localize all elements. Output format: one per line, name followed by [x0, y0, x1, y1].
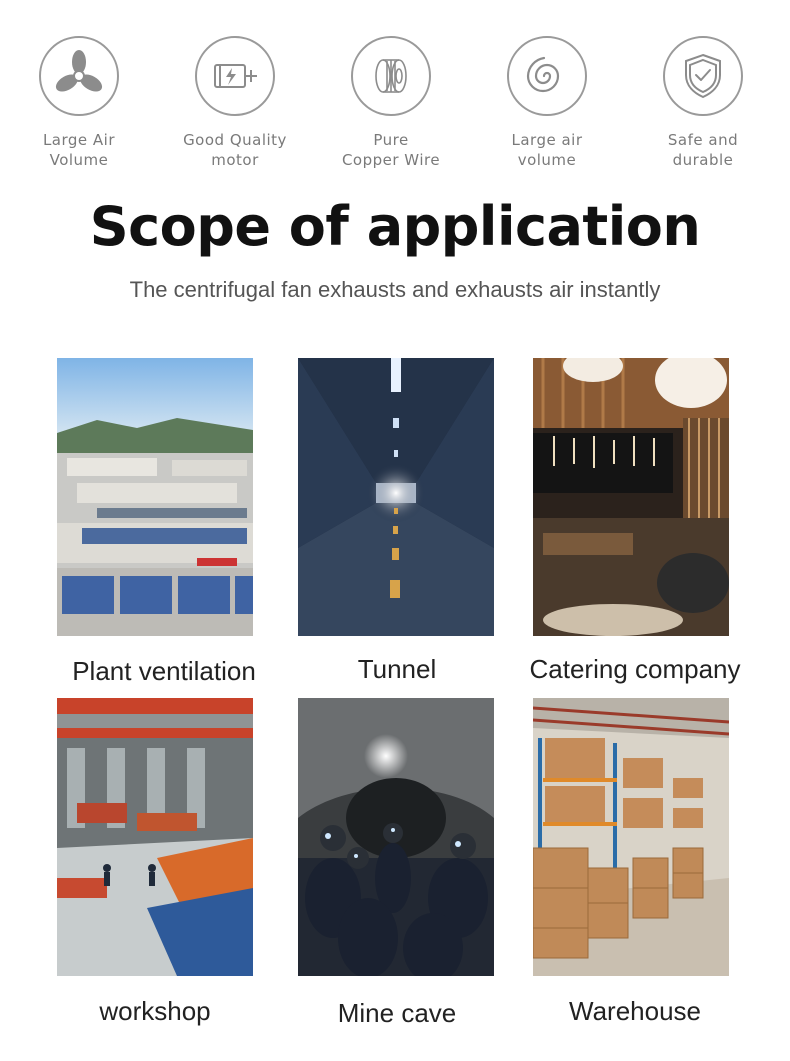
- copper-coil-icon: [351, 36, 431, 116]
- fan-icon: [39, 36, 119, 116]
- caption-mine-cave: Mine cave: [337, 998, 457, 1028]
- industrial-workshop-photo: [57, 698, 253, 976]
- feature-pure-copper-wire: [326, 36, 456, 170]
- caption-tunnel: Tunnel: [357, 654, 437, 684]
- caption-workshop: workshop: [99, 996, 211, 1026]
- feature-label: Safe and durable: [667, 131, 739, 169]
- feature-good-quality-motor: [170, 36, 300, 170]
- factory-rooftop-solar-photo: [57, 358, 253, 636]
- feature-label: Large Air Volume: [42, 131, 116, 169]
- feature-safe-and-durable: [638, 36, 768, 170]
- miners-in-cave-photo: [298, 698, 494, 976]
- page-subtitle: The centrifugal fan exhausts and exhausts air instantly: [129, 277, 661, 302]
- feature-row: [0, 36, 790, 186]
- motor-icon: [195, 36, 275, 116]
- feature-label: Pure Copper Wire: [341, 131, 441, 169]
- caption-catering-company: Catering company: [529, 654, 741, 684]
- caption-plant-ventilation: Plant ventilation: [72, 656, 256, 686]
- feature-label: Good Quality motor: [183, 131, 287, 169]
- warehouse-shelves-photo: [533, 698, 729, 976]
- air-swirl-icon: [507, 36, 587, 116]
- tunnel-road-photo: [298, 358, 494, 636]
- shield-icon: [663, 36, 743, 116]
- caption-warehouse: Warehouse: [569, 996, 701, 1026]
- feature-large-air-volume-2: [482, 36, 612, 170]
- restaurant-interior-photo: [533, 358, 729, 636]
- page-title: Scope of application: [89, 195, 701, 258]
- feature-large-air-volume: [14, 36, 144, 170]
- feature-label: Large air volume: [511, 131, 583, 169]
